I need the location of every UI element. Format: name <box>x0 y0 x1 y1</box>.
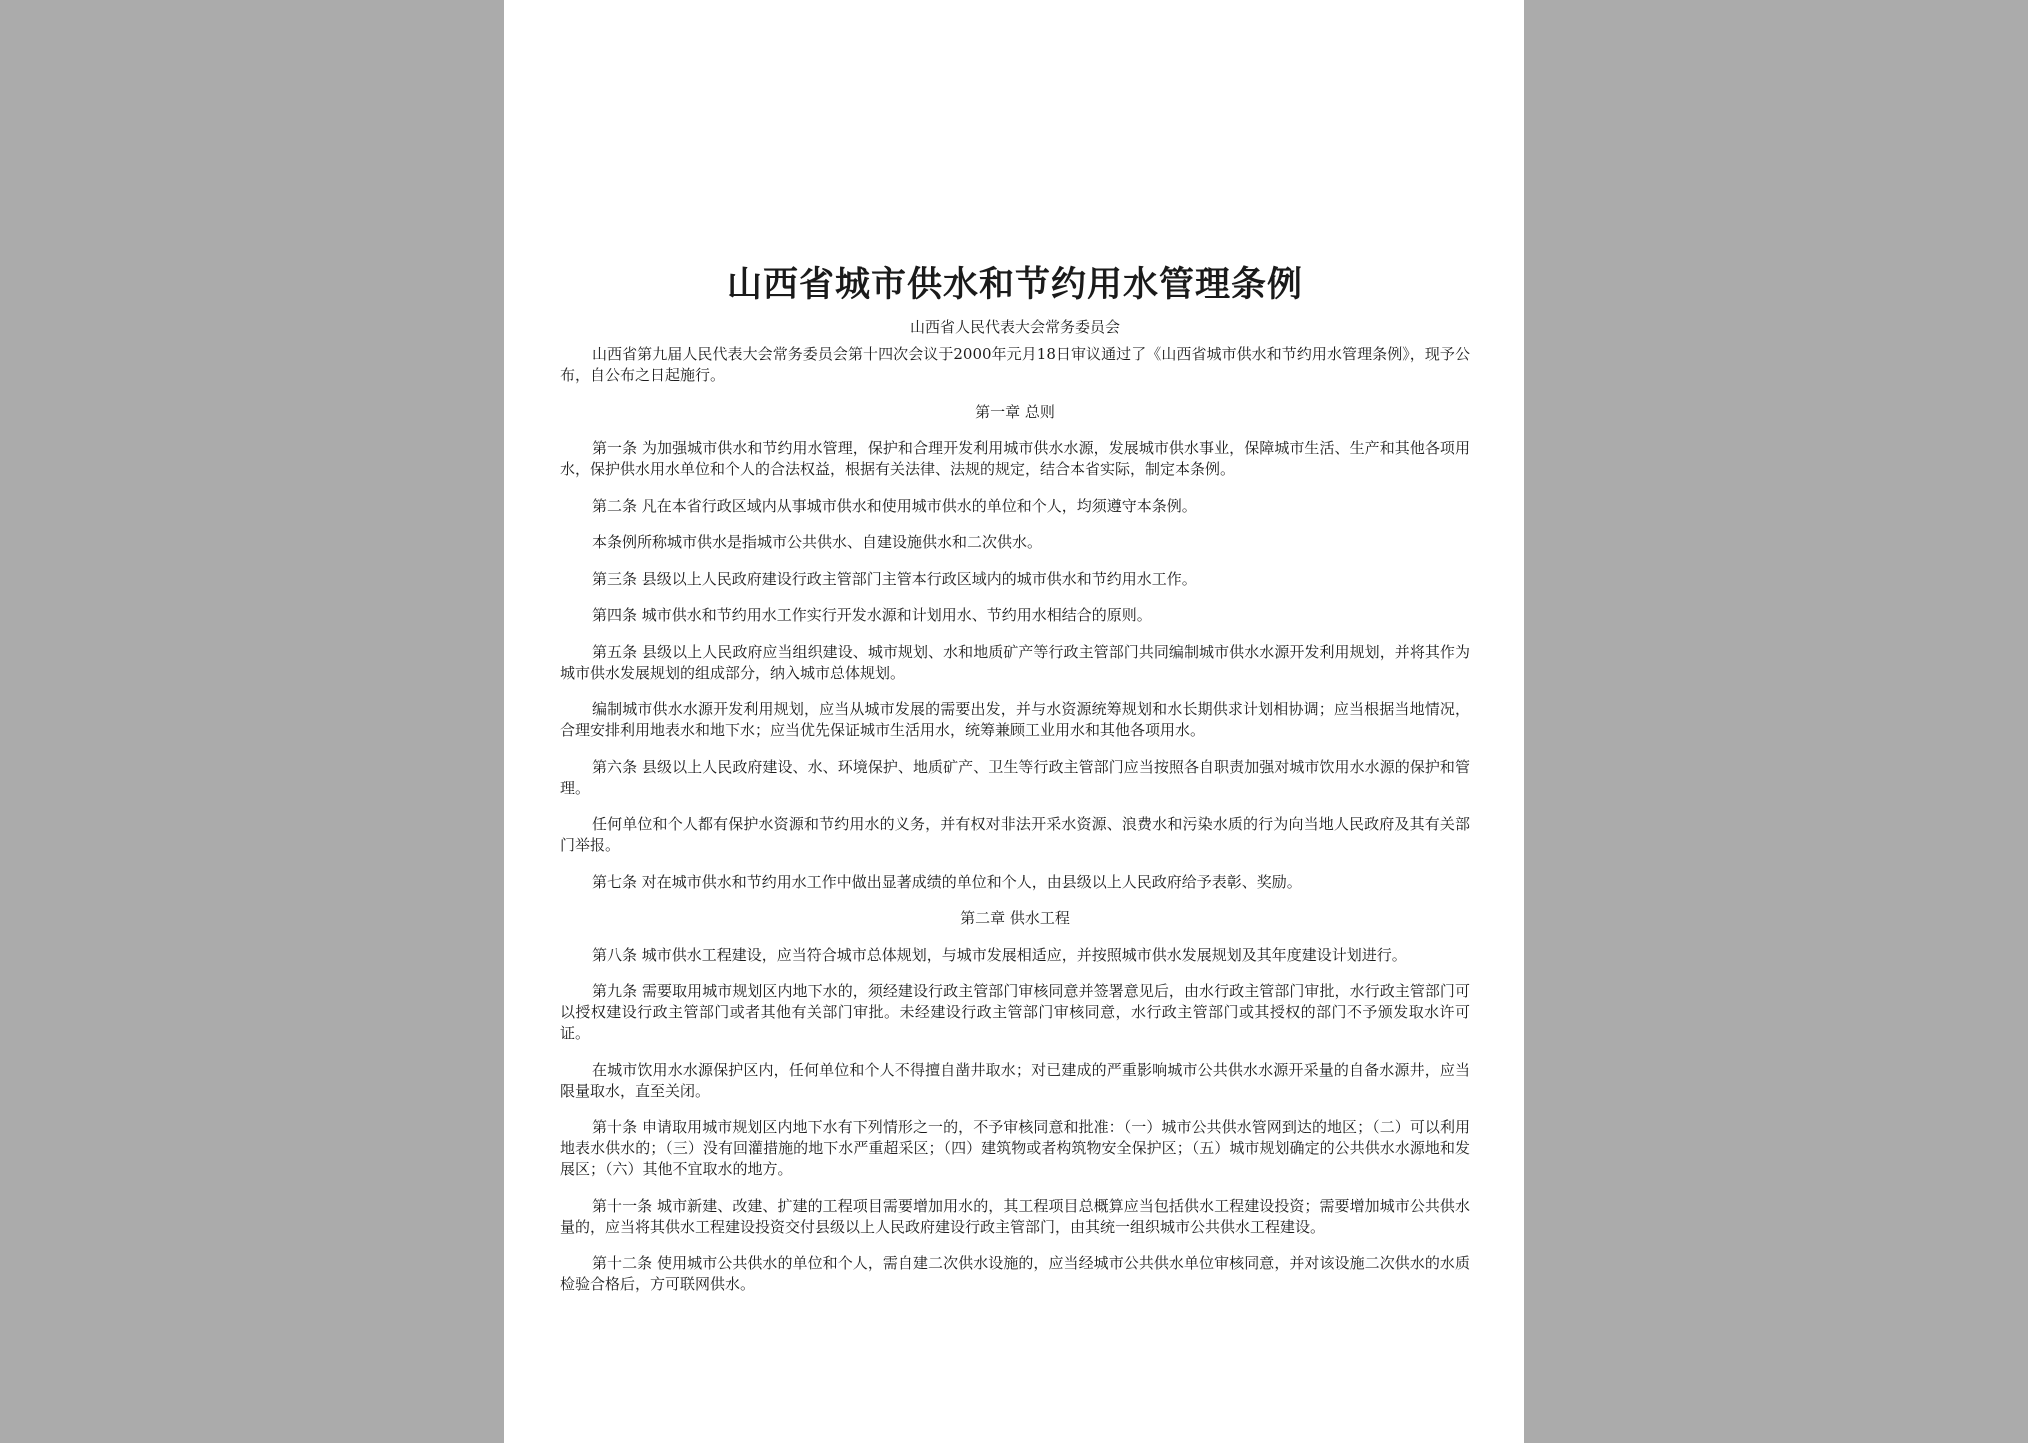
article-paragraph: 第七条 对在城市供水和节约用水工作中做出显著成绩的单位和个人，由县级以上人民政府给予表彰、奖励。 <box>592 872 1302 891</box>
article-paragraph: 任何单位和个人都有保护水资源和节约用水的义务，并有权对非法开采水资源、浪费水和污染水质的行为向当地人民政府及其有关部门举报。 <box>560 815 1470 854</box>
chapter-heading: 第一章 总则 <box>975 402 1055 421</box>
chapter-heading: 第二章 供水工程 <box>960 909 1070 927</box>
article-paragraph: 第五条 县级以上人民政府应当组织建设、城市规划、水和地质矿产等行政主管部门共同编制城市供水水源开发利用规划，并将其作为城市供水发展规划的组成部分，纳入城市总体规划。 <box>560 642 1470 682</box>
article-paragraph: 编制城市供水水源开发利用规划，应当从城市发展的需要出发，并与水资源统筹规划和水长期供求计划相协调；应当根据当地情况，合理安排利用地表水和地下水；应当优先保证城市生活用水，统筹兼顾工业用水和其他各项用水。 <box>560 700 1470 739</box>
article-paragraph: 第十条 申请取用城市规划区内地下水有下列情形之一的，不予审核同意和批准：（一）城市公共供水管网到达的地区；（二）可以利用地表水供水的；（三）没有回灌措施的地下水严重超采区；（四）建筑物或者构筑物安全保护区；（五）城市规划确定的公共供水水源地和发展区；（六）其他不宜取水的地方。 <box>560 1118 1470 1178</box>
document-issuer: 山西省人民代表大会常务委员会 <box>909 318 1120 336</box>
document-title: 山西省城市供水和节约用水管理条例 <box>726 264 1303 305</box>
article-paragraph: 第九条 需要取用城市规划区内地下水的，须经建设行政主管部门审核同意并签署意见后，由水行政主管部门审批，水行政主管部门可以授权建设行政主管部门或者其他有关部门审批。未经建设行政主管部门审核同意，水行政主管部门或其授权的部门不予颁发取水许可证。 <box>560 982 1470 1042</box>
article-paragraph: 第六条 县级以上人民政府建设、水、环境保护、地质矿产、卫生等行政主管部门应当按照各自职责加强对城市饮用水水源的保护和管理。 <box>560 757 1470 797</box>
article-paragraph: 第十一条 城市新建、改建、扩建的工程项目需要增加用水的，其工程项目总概算应当包括供水工程建设投资；需要增加城市公共供水量的，应当将其供水工程建设投资交付县级以上人民政府建设行政主管部门，由其统一组织城市公共供水工程建设。 <box>560 1196 1470 1236</box>
article-paragraph: 第八条 城市供水工程建设，应当符合城市总体规划，与城市发展相适应，并按照城市供水发展规划及其年度建设计划进行。 <box>592 945 1407 964</box>
document-page <box>504 0 1524 1443</box>
article-paragraph: 第一条 为加强城市供水和节约用水管理，保护和合理开发利用城市供水水源，发展城市供水事业，保障城市生活、生产和其他各项用水，保护供水用水单位和个人的合法权益，根据有关法律、法规的规定，结合本省实际，制定本条例。 <box>560 439 1470 478</box>
article-paragraph: 本条例所称城市供水是指城市公共供水、自建设施供水和二次供水。 <box>592 533 1043 551</box>
article-paragraph: 在城市饮用水水源保护区内，任何单位和个人不得擅自凿井取水；对已建成的严重影响城市公共供水水源开采量的自备水源井，应当限量取水，直至关闭。 <box>560 1060 1470 1100</box>
document-body <box>560 262 1470 1311</box>
document-sections <box>560 344 1470 1295</box>
article-paragraph: 山西省第九届人民代表大会常务委员会第十四次会议于2000年元月18日审议通过了《山西省城市供水和节约用水管理条例》，现予公布，自公布之日起施行。 <box>560 345 1470 384</box>
article-paragraph: 第四条 城市供水和节约用水工作实行开发水源和计划用水、节约用水相结合的原则。 <box>592 606 1152 624</box>
article-paragraph: 第三条 县级以上人民政府建设行政主管部门主管本行政区域内的城市供水和节约用水工作。 <box>592 569 1197 588</box>
article-paragraph: 第二条 凡在本省行政区域内从事城市供水和使用城市供水的单位和个人，均须遵守本条例。 <box>592 496 1197 515</box>
article-paragraph: 第十二条 使用城市公共供水的单位和个人，需自建二次供水设施的，应当经城市公共供水单位审核同意，并对该设施二次供水的水质检验合格后，方可联网供水。 <box>560 1254 1470 1293</box>
